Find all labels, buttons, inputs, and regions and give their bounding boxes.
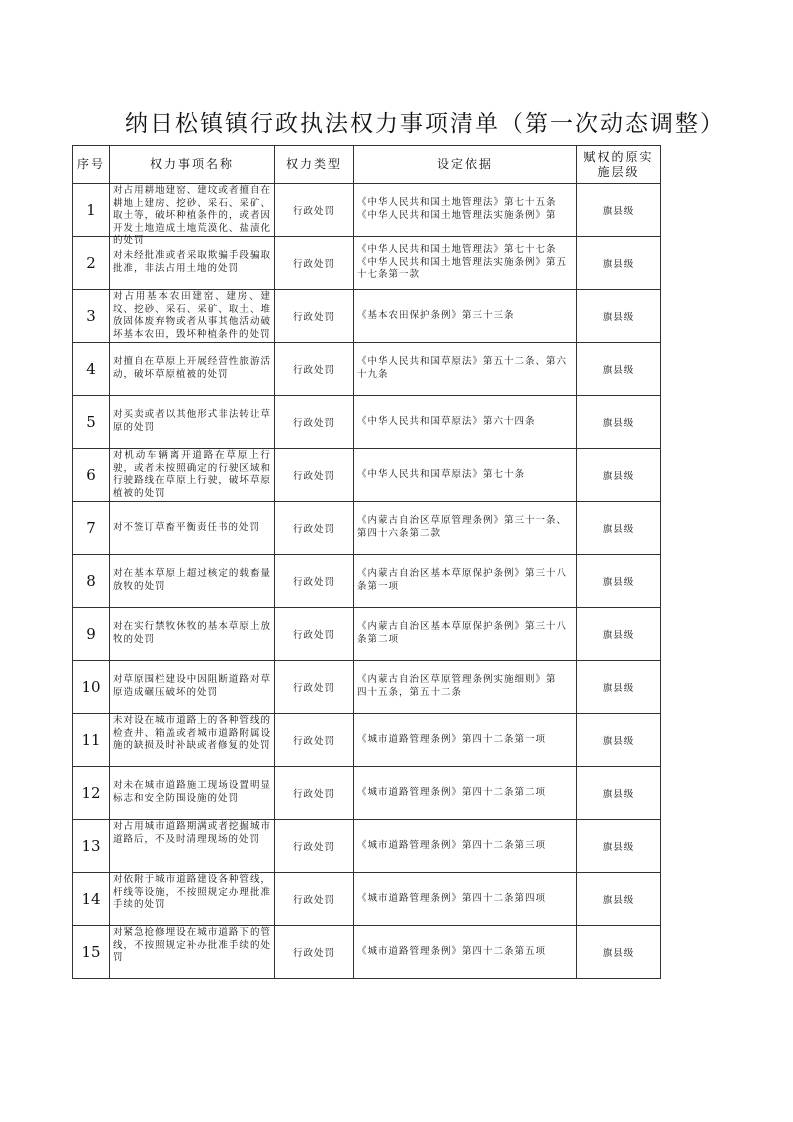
row-name: 对在基本草原上超过核定的载畜量放牧的处罚 [113, 568, 271, 592]
row-name: 对占用城市道路期满或者挖掘城市道路后，不及时清理现场的处罚 [113, 821, 271, 845]
row-seq: 10 [73, 661, 110, 714]
row-name: 对紧急抢修埋设在城市道路下的管线，不按照规定补办批准手续的处罚 [113, 927, 271, 964]
row-type: 行政处罚 [275, 343, 354, 396]
row-type: 行政处罚 [275, 237, 354, 290]
row-name-cell [110, 661, 275, 714]
row-name-cell [110, 714, 275, 767]
row-basis: 《中华人民共和国土地管理法》第七十七条《中华人民共和国土地管理法实施条例》第五十七条第一款 [357, 244, 568, 281]
table-row [73, 873, 661, 926]
table-row [73, 714, 661, 767]
row-basis: 《城市道路管理条例》第四十二条第二项 [357, 786, 547, 798]
row-type: 行政处罚 [275, 608, 354, 661]
power-items-table [72, 145, 661, 979]
row-level: 旗县级 [577, 661, 661, 714]
row-name-cell [110, 873, 275, 926]
row-basis: 《中华人民共和国草原法》第五十二条、第六十九条 [357, 356, 568, 380]
row-level: 旗县级 [577, 926, 661, 979]
row-seq: 9 [73, 608, 110, 661]
row-basis: 《基本农田保护条例》第三十三条 [357, 309, 515, 321]
row-basis: 《城市道路管理条例》第四十二条第四项 [357, 892, 547, 904]
row-level: 旗县级 [577, 502, 661, 555]
row-seq: 6 [73, 449, 110, 502]
header-basis: 设定依据 [354, 146, 577, 184]
row-seq: 1 [73, 184, 110, 237]
row-name-cell [110, 926, 275, 979]
row-basis-cell [354, 608, 577, 661]
row-basis-cell [354, 396, 577, 449]
row-basis-cell [354, 449, 577, 502]
row-type: 行政处罚 [275, 714, 354, 767]
row-type: 行政处罚 [275, 555, 354, 608]
row-name: 对机动车辆离开道路在草原上行驶，或者未按照确定的行驶区域和行驶路线在草原上行驶，破坏草原植被的处罚 [113, 450, 271, 499]
row-seq: 13 [73, 820, 110, 873]
row-name: 对未在城市道路施工现场设置明显标志和安全防围设施的处罚 [113, 780, 271, 804]
table-row [73, 290, 661, 343]
table-row [73, 396, 661, 449]
row-name: 对依附于城市道路建设各种管线，杆线等设施，不按照规定办理批准手续的处罚 [113, 874, 271, 911]
row-basis-cell [354, 502, 577, 555]
row-basis-cell [354, 290, 577, 343]
header-type: 权力类型 [275, 146, 354, 184]
table-row [73, 502, 661, 555]
row-level: 旗县级 [577, 343, 661, 396]
row-basis: 《内蒙古自治区基本草原保护条例》第三十八条第二项 [357, 621, 568, 645]
row-type: 行政处罚 [275, 502, 354, 555]
table-body [73, 184, 661, 979]
table-header-row [73, 146, 661, 184]
row-basis: 《中华人民共和国草原法》第七十条 [357, 468, 526, 480]
row-name-cell [110, 502, 275, 555]
table-row [73, 820, 661, 873]
row-basis-cell [354, 343, 577, 396]
row-basis-cell [354, 714, 577, 767]
row-name: 对占用耕地建窑、建坟或者擅自在耕地上建房、挖砂、采石、采矿、取土等，破坏种植条件的，或者因开发土地造成土地荒漠化、盐渍化的处罚 [113, 185, 271, 247]
row-level: 旗县级 [577, 767, 661, 820]
row-name: 对草原围栏建设中因阻断道路对草原造成碾压破坏的处罚 [113, 674, 271, 698]
row-basis: 《中华人民共和国土地管理法》第七十五条 《中华人民共和国土地管理法实施条例》第 [357, 197, 557, 221]
row-basis: 《城市道路管理条例》第四十二条第三项 [357, 839, 547, 851]
row-level: 旗县级 [577, 555, 661, 608]
row-name-cell [110, 767, 275, 820]
row-basis-cell [354, 237, 577, 290]
row-level: 旗县级 [577, 396, 661, 449]
page-title: 纳日松镇镇行政执法权力事项清单（第一次动态调整） [125, 111, 725, 137]
row-level: 旗县级 [577, 608, 661, 661]
row-level: 旗县级 [577, 820, 661, 873]
table-row [73, 343, 661, 396]
row-seq: 14 [73, 873, 110, 926]
row-name-cell [110, 608, 275, 661]
row-type: 行政处罚 [275, 290, 354, 343]
row-basis-cell [354, 926, 577, 979]
row-level: 旗县级 [577, 714, 661, 767]
row-name: 对擅自在草原上开展经营性旅游活动，破坏草原植被的处罚 [113, 356, 271, 380]
table-row [73, 926, 661, 979]
row-basis: 《中华人民共和国草原法》第六十四条 [357, 415, 536, 427]
row-name-cell [110, 555, 275, 608]
row-basis-cell [354, 873, 577, 926]
row-name-cell [110, 820, 275, 873]
row-basis: 《城市道路管理条例》第四十二条第五项 [357, 945, 547, 957]
row-name-cell [110, 396, 275, 449]
row-name-cell [110, 184, 275, 247]
row-type: 行政处罚 [275, 926, 354, 979]
row-name: 对未经批准或者采取欺骗手段骗取批准，非法占用土地的处罚 [113, 250, 271, 274]
table-row [73, 767, 661, 820]
row-type: 行政处罚 [275, 449, 354, 502]
row-basis-cell [354, 184, 577, 237]
table-row [73, 555, 661, 608]
row-level: 旗县级 [577, 184, 661, 237]
row-seq: 7 [73, 502, 110, 555]
row-name-cell [110, 290, 275, 343]
table-row [73, 449, 661, 502]
row-level: 旗县级 [577, 449, 661, 502]
row-name: 对占用基本农田建窑、建房、建坟、挖砂、采石、采矿、取土、堆放固体废弃物或者从事其他活动破坏基本农田，毁坏种植条件的处罚 [113, 291, 271, 340]
row-basis: 《内蒙古自治区基本草原保护条例》第三十八条第一项 [357, 568, 568, 592]
row-basis-cell [354, 555, 577, 608]
row-name-cell [110, 449, 275, 502]
row-level: 旗县级 [577, 873, 661, 926]
row-seq: 4 [73, 343, 110, 396]
header-seq: 序号 [73, 146, 110, 184]
row-seq: 15 [73, 926, 110, 979]
row-name: 对在实行禁牧休牧的基本草原上放牧的处罚 [113, 621, 271, 645]
row-name: 对不签订草畜平衡责任书的处罚 [113, 521, 261, 533]
row-seq: 8 [73, 555, 110, 608]
row-seq: 11 [73, 714, 110, 767]
row-seq: 3 [73, 290, 110, 343]
row-type: 行政处罚 [275, 767, 354, 820]
row-type: 行政处罚 [275, 661, 354, 714]
row-name: 对买卖或者以其他形式非法转让草原的处罚 [113, 409, 271, 433]
row-basis: 《城市道路管理条例》第四十二条第一项 [357, 733, 547, 745]
row-basis-cell [354, 661, 577, 714]
row-seq: 12 [73, 767, 110, 820]
header-name: 权力事项名称 [110, 146, 275, 184]
row-type: 行政处罚 [275, 396, 354, 449]
row-basis: 《内蒙古自治区草原管理条例实施细则》第 四十五条，第五十二条 [357, 674, 557, 698]
row-seq: 5 [73, 396, 110, 449]
header-level: 赋权的原实施层级 [577, 146, 661, 184]
row-name: 未对设在城市道路上的各种管线的检查井、箱盖或者城市道路附属设施的缺损及时补缺或者修复的处罚 [113, 715, 271, 752]
row-basis: 《内蒙古自治区草原管理条例》第三十一条、第四十六条第二款 [357, 515, 568, 539]
row-type: 行政处罚 [275, 873, 354, 926]
row-level: 旗县级 [577, 290, 661, 343]
row-type: 行政处罚 [275, 820, 354, 873]
row-seq: 2 [73, 237, 110, 290]
row-basis-cell [354, 820, 577, 873]
table-row [73, 661, 661, 714]
row-basis-cell [354, 767, 577, 820]
table-row [73, 608, 661, 661]
row-type: 行政处罚 [275, 184, 354, 237]
row-name-cell [110, 343, 275, 396]
row-level: 旗县级 [577, 237, 661, 290]
table-row [73, 184, 661, 237]
